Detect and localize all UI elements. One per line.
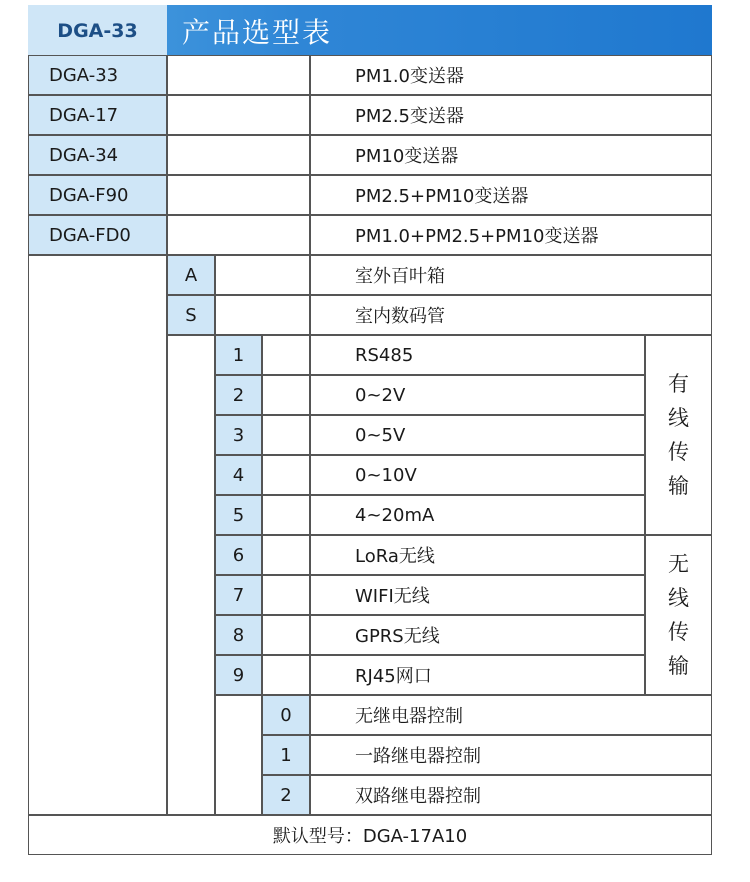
model-desc: PM1.0+PM2.5+PM10变送器	[310, 215, 712, 255]
output-code: 6	[215, 535, 262, 575]
output-code: 4	[215, 455, 262, 495]
output-code: 7	[215, 575, 262, 615]
group-char: 传	[668, 440, 689, 464]
model-desc: PM1.0变送器	[310, 55, 712, 95]
wired-group-label	[645, 335, 712, 535]
output-desc: 0~2V	[310, 375, 645, 415]
group-char: 有	[668, 372, 689, 396]
model-spacer	[167, 175, 310, 215]
default-model-note: 默认型号：DGA-17A10	[28, 815, 712, 855]
relay-desc: 一路继电器控制	[310, 735, 712, 775]
output-desc: 4~20mA	[310, 495, 645, 535]
group-char: 线	[668, 586, 689, 610]
output-desc: LoRa无线	[310, 535, 645, 575]
output-desc: 0~10V	[310, 455, 645, 495]
output-code: 9	[215, 655, 262, 695]
group-char: 输	[668, 654, 689, 678]
group-char: 无	[668, 552, 689, 576]
model-code: DGA-17	[28, 95, 167, 135]
blank-housing-column	[167, 335, 215, 815]
relay-code: 2	[262, 775, 310, 815]
housing-code: S	[167, 295, 215, 335]
housing-desc: 室内数码管	[310, 295, 712, 335]
model-spacer	[167, 135, 310, 175]
model-desc: PM2.5变送器	[310, 95, 712, 135]
output-desc: GPRS无线	[310, 615, 645, 655]
housing-desc: 室外百叶箱	[310, 255, 712, 295]
output-code: 3	[215, 415, 262, 455]
model-spacer	[167, 95, 310, 135]
blank-left-column	[28, 255, 167, 815]
blank-output-column	[215, 695, 262, 815]
model-desc: PM10变送器	[310, 135, 712, 175]
model-code: DGA-34	[28, 135, 167, 175]
housing-code: A	[167, 255, 215, 295]
output-desc: RS485	[310, 335, 645, 375]
output-spacer	[262, 415, 310, 455]
model-desc: PM2.5+PM10变送器	[310, 175, 712, 215]
output-spacer	[262, 615, 310, 655]
model-spacer	[167, 55, 310, 95]
output-code: 1	[215, 335, 262, 375]
model-code: DGA-FD0	[28, 215, 167, 255]
group-char: 传	[668, 620, 689, 644]
wireless-group-label	[645, 535, 712, 695]
model-code: DGA-F90	[28, 175, 167, 215]
housing-spacer	[215, 295, 310, 335]
model-code: DGA-33	[28, 55, 167, 95]
relay-code: 0	[262, 695, 310, 735]
output-spacer	[262, 335, 310, 375]
output-code: 2	[215, 375, 262, 415]
page-title: 产品选型表	[182, 15, 333, 49]
output-spacer	[262, 575, 310, 615]
output-spacer	[262, 535, 310, 575]
group-char: 线	[668, 406, 689, 430]
relay-desc: 无继电器控制	[310, 695, 712, 735]
output-spacer	[262, 655, 310, 695]
model-spacer	[167, 215, 310, 255]
header-model: DGA-33	[28, 5, 167, 56]
output-desc: WIFI无线	[310, 575, 645, 615]
group-char: 输	[668, 474, 689, 498]
relay-desc: 双路继电器控制	[310, 775, 712, 815]
output-code: 8	[215, 615, 262, 655]
output-spacer	[262, 455, 310, 495]
output-desc: 0~5V	[310, 415, 645, 455]
housing-spacer	[215, 255, 310, 295]
output-spacer	[262, 495, 310, 535]
relay-code: 1	[262, 735, 310, 775]
output-code: 5	[215, 495, 262, 535]
output-spacer	[262, 375, 310, 415]
output-desc: RJ45网口	[310, 655, 645, 695]
